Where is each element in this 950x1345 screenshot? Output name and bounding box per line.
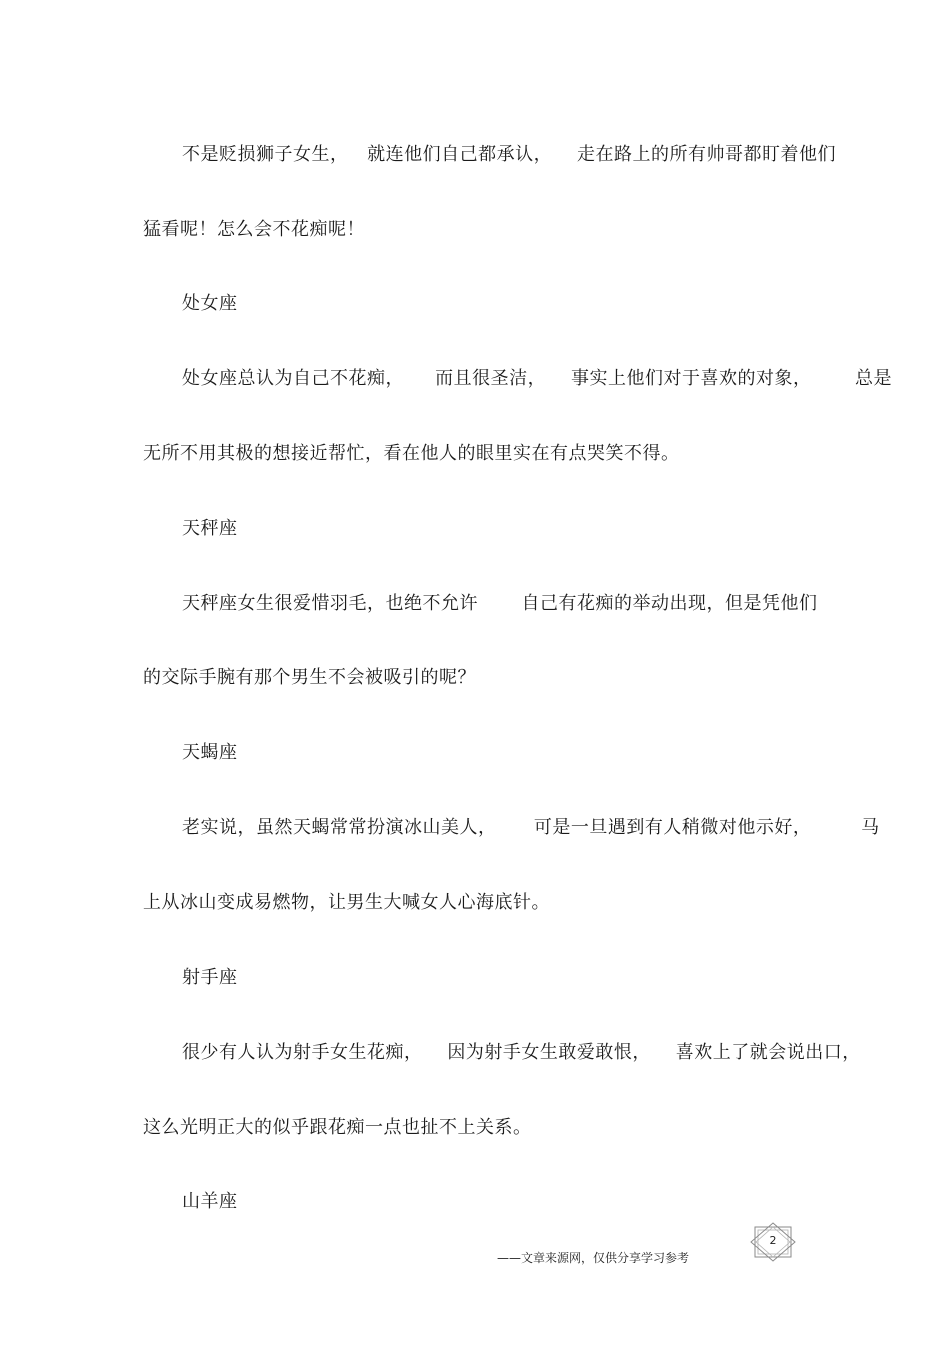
- paragraph-line: 猛看呢！怎么会不花痴呢！: [143, 219, 365, 240]
- paragraph-line: 天秤座女生很爱惜羽毛，也绝不允许 自己有花痴的举动出现，但是凭他们: [182, 593, 818, 614]
- section-heading-scorpio: 天蝎座: [182, 742, 238, 763]
- paragraph-line: 的交际手腕有那个男生不会被吸引的呢？: [143, 667, 476, 688]
- page-number-badge: [748, 1222, 798, 1262]
- paragraph-line: 处女座总认为自己不花痴， 而且很圣洁， 事实上他们对于喜欢的对象， 总是: [182, 368, 893, 389]
- paragraph-line: 这么光明正大的似乎跟花痴一点也扯不上关系。: [143, 1117, 532, 1138]
- section-heading-libra: 天秤座: [182, 518, 238, 539]
- section-heading-capricorn: 山羊座: [182, 1191, 238, 1212]
- section-heading-sagittarius: 射手座: [182, 967, 238, 988]
- paragraph-line: 很少有人认为射手女生花痴， 因为射手女生敢爱敢恨， 喜欢上了就会说出口，: [182, 1042, 861, 1063]
- paragraph-line: 不是贬损狮子女生， 就连他们自己都承认， 走在路上的所有帅哥都盯着他们: [182, 144, 837, 165]
- section-heading-virgo: 处女座: [182, 293, 238, 314]
- page-number: 2: [769, 1234, 777, 1247]
- paragraph-line: 无所不用其极的想接近帮忙，看在他人的眼里实在有点哭笑不得。: [143, 443, 680, 464]
- paragraph-line: 上从冰山变成易燃物，让男生大喊女人心海底针。: [143, 892, 550, 913]
- footer-source-note: ——文章来源网，仅供分享学习参考: [497, 1251, 690, 1265]
- paragraph-line: 老实说，虽然天蝎常常扮演冰山美人， 可是一旦遇到有人稍微对他示好， 马: [182, 817, 880, 838]
